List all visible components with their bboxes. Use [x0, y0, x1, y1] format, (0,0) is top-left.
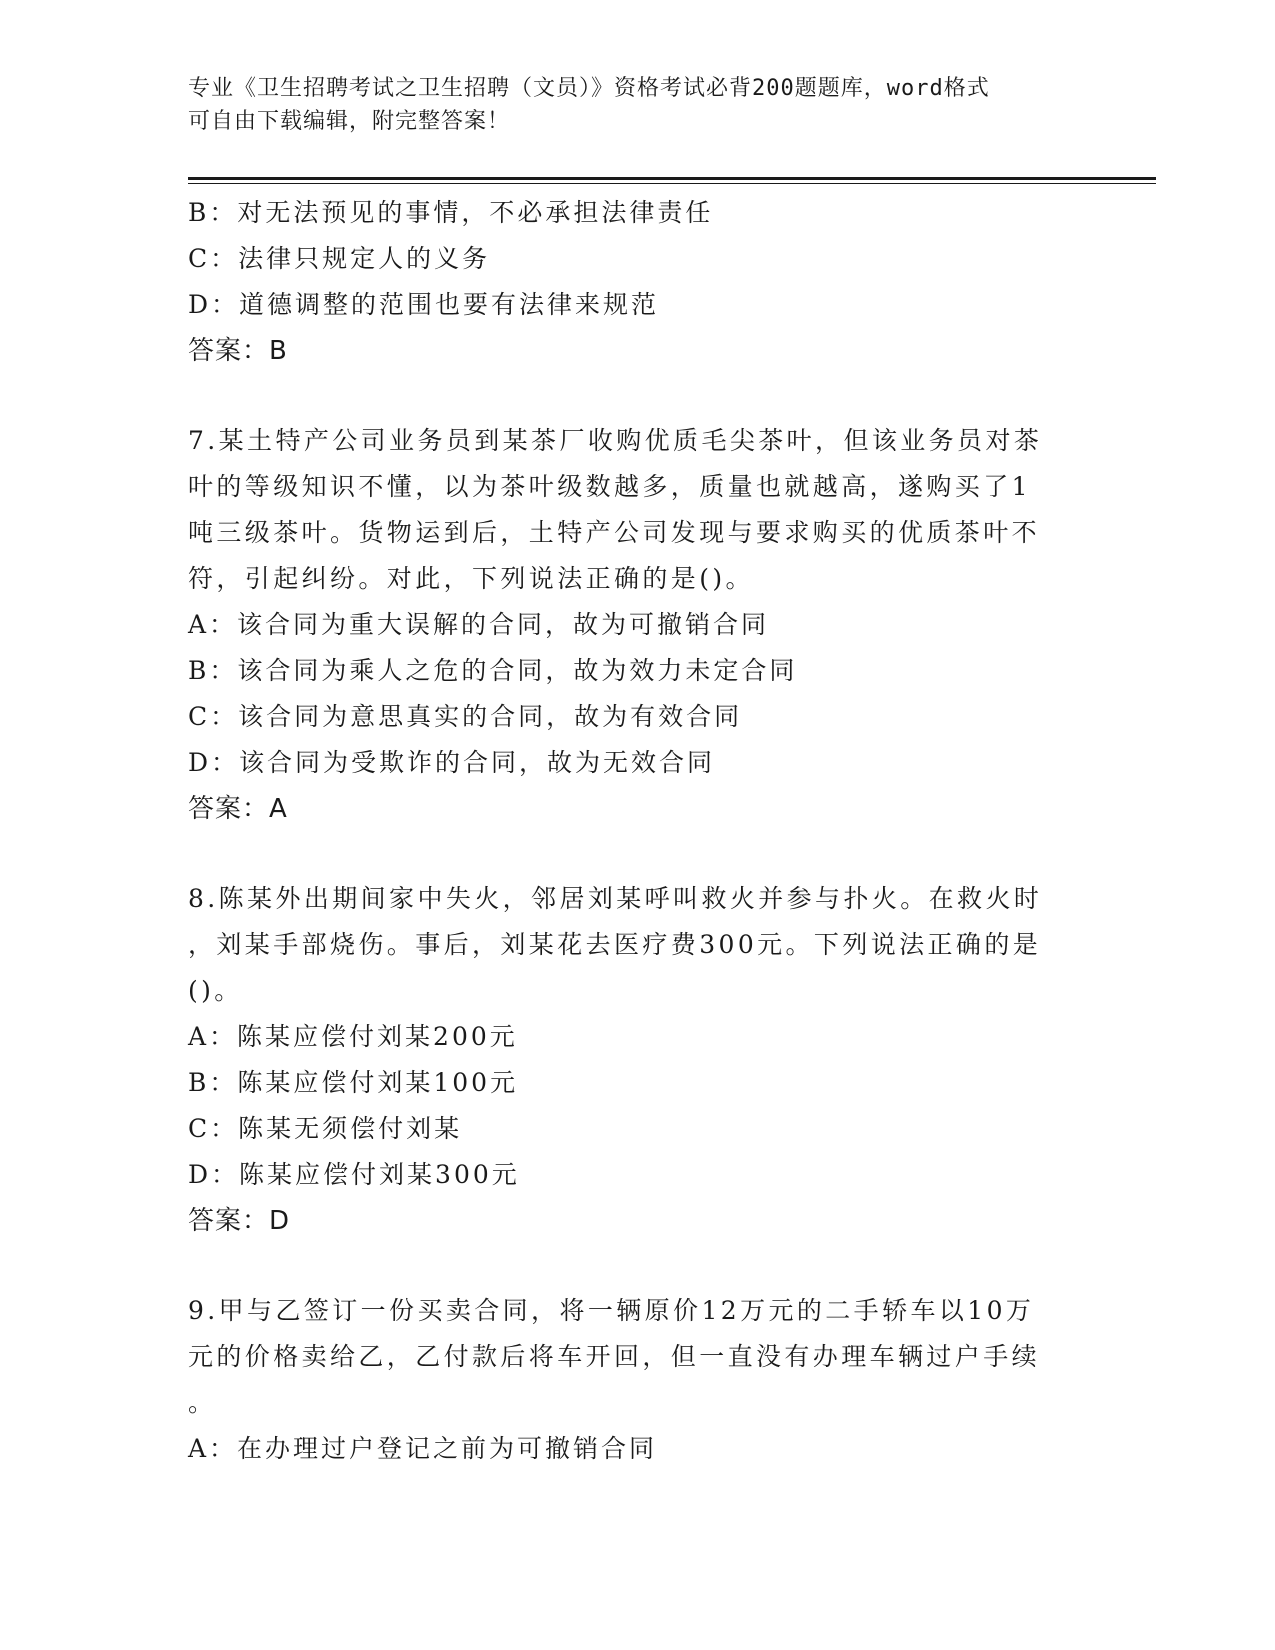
document-header	[188, 72, 1068, 138]
option-b: B：对无法预见的事情，不必承担法律责任	[188, 198, 714, 227]
answer-label: 答案：B	[188, 336, 288, 366]
question-stem-line: 叶的等级知识不懂，以为茶叶级数越多，质量也就越高，遂购买了1	[188, 472, 1031, 501]
option-b: B：该合同为乘人之危的合同，故为效力未定合同	[188, 656, 798, 685]
answer-label: 答案：D	[188, 1206, 291, 1236]
question-stem-line: ()。	[188, 976, 243, 1005]
option-c: C：陈某无须偿付刘某	[188, 1114, 463, 1143]
question-stem-line: 8.陈某外出期间家中失火，邻居刘某呼叫救火并参与扑火。在救火时	[188, 884, 1043, 913]
header-divider-thick	[188, 177, 1156, 180]
option-a: A：在办理过户登记之前为可撤销合同	[188, 1434, 658, 1463]
option-a: A：陈某应偿付刘某200元	[188, 1022, 518, 1051]
question-stem-line: 吨三级茶叶。货物运到后，土特产公司发现与要求购买的优质茶叶不	[188, 518, 1041, 547]
question-stem-line: 符，引起纠纷。对此，下列说法正确的是()。	[188, 564, 754, 593]
question-7	[188, 418, 1068, 832]
question-stem-line: ，刘某手部烧伤。事后，刘某花去医疗费300元。下列说法正确的是	[188, 930, 1042, 959]
question-6-tail	[188, 190, 1068, 374]
question-content	[188, 190, 1068, 1472]
option-d: D：该合同为受欺诈的合同，故为无效合同	[188, 748, 716, 777]
option-c: C：该合同为意思真实的合同，故为有效合同	[188, 702, 743, 731]
question-stem-line: 7.某土特产公司业务员到某茶厂收购优质毛尖茶叶，但该业务员对茶	[188, 426, 1043, 455]
header-divider-thin	[188, 183, 1156, 184]
header-line-1: 专业《卫生招聘考试之卫生招聘（文员）》资格考试必背200题题库，word格式	[188, 76, 990, 101]
option-b: B：陈某应偿付刘某100元	[188, 1068, 519, 1097]
question-8	[188, 876, 1068, 1244]
option-d: D：道德调整的范围也要有法律来规范	[188, 290, 660, 319]
option-c: C：法律只规定人的义务	[188, 244, 491, 273]
question-stem-line: 。	[188, 1388, 217, 1417]
header-line-2: 可自由下载编辑，附完整答案！	[188, 109, 511, 134]
question-stem-line: 9.甲与乙签订一份买卖合同，将一辆原价12万元的二手轿车以10万	[188, 1296, 1035, 1325]
question-stem-line: 元的价格卖给乙，乙付款后将车开回，但一直没有办理车辆过户手续	[188, 1342, 1041, 1371]
option-a: A：该合同为重大误解的合同，故为可撤销合同	[188, 610, 770, 639]
answer-label: 答案：A	[188, 794, 288, 824]
question-9	[188, 1288, 1068, 1472]
option-d: D：陈某应偿付刘某300元	[188, 1160, 520, 1189]
